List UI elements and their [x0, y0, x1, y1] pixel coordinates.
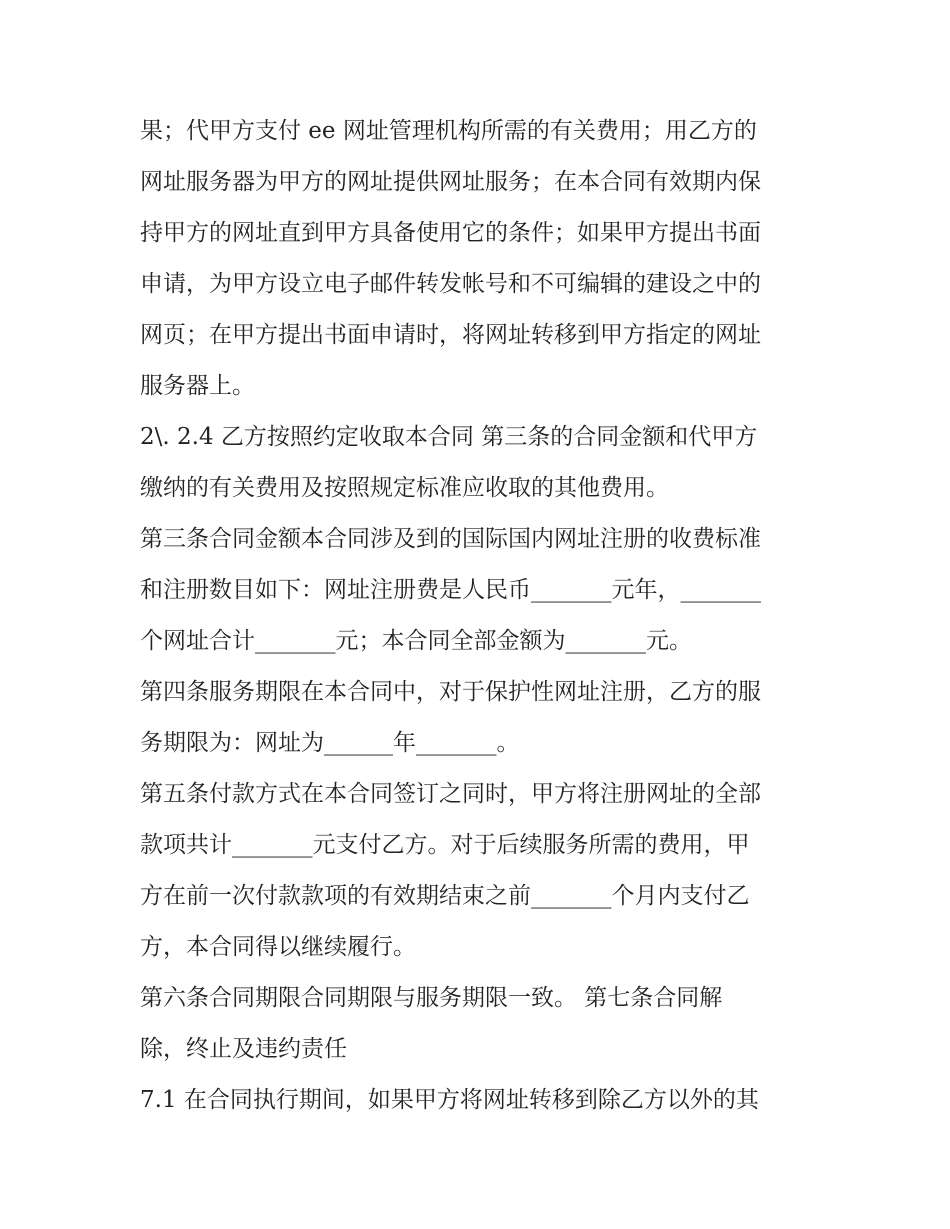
- text-line: 方在前一次付款款项的有效期结束之前_______个月内支付乙: [140, 883, 750, 909]
- text-line: 第三条合同金额本合同涉及到的国际国内网址注册的收费标准: [140, 526, 761, 552]
- text-line: 申请，为甲方设立电子邮件转发帐号和不可编辑的建设之中的: [140, 271, 761, 297]
- text-line: 服务器上。: [140, 373, 255, 399]
- text-line: 2\. 2.4 乙方按照约定收取本合同 第三条的合同金额和代甲方: [140, 424, 758, 450]
- text-line: 7.1 在合同执行期间，如果甲方将网址转移到除乙方以外的其: [140, 1087, 759, 1113]
- text-line: 个网址合计_______元；本合同全部金额为_______元。: [140, 628, 692, 654]
- text-line: 第四条服务期限在本合同中，对于保护性网址注册，乙方的服: [140, 679, 761, 705]
- text-line: 务期限为：网址为______年_______。: [140, 730, 520, 756]
- text-line: 缴纳的有关费用及按照规定标准应收取的其他费用。: [140, 475, 669, 501]
- text-line: 第五条付款方式在本合同签订之同时，甲方将注册网址的全部: [140, 781, 761, 807]
- text-line: 款项共计_______元支付乙方。对于后续服务所需的费用，甲: [140, 832, 750, 858]
- contract-text: [140, 106, 830, 1126]
- text-line: 网址服务器为甲方的网址提供网址服务；在本合同有效期内保: [140, 169, 761, 195]
- text-line: 持甲方的网址直到甲方具备使用它的条件；如果甲方提出书面: [140, 220, 761, 246]
- text-line: 第六条合同期限合同期限与服务期限一致。 第七条合同解: [140, 985, 723, 1011]
- text-line: 果；代甲方支付 ee 网址管理机构所需的有关费用；用乙方的: [140, 118, 757, 144]
- text-line: 除，终止及违约责任: [140, 1036, 347, 1062]
- text-line: 网页；在甲方提出书面申请时，将网址转移到甲方指定的网址: [140, 322, 761, 348]
- text-line: 方，本合同得以继续履行。: [140, 934, 416, 960]
- text-line: 和注册数目如下：网址注册费是人民币_______元年，_______: [140, 577, 761, 603]
